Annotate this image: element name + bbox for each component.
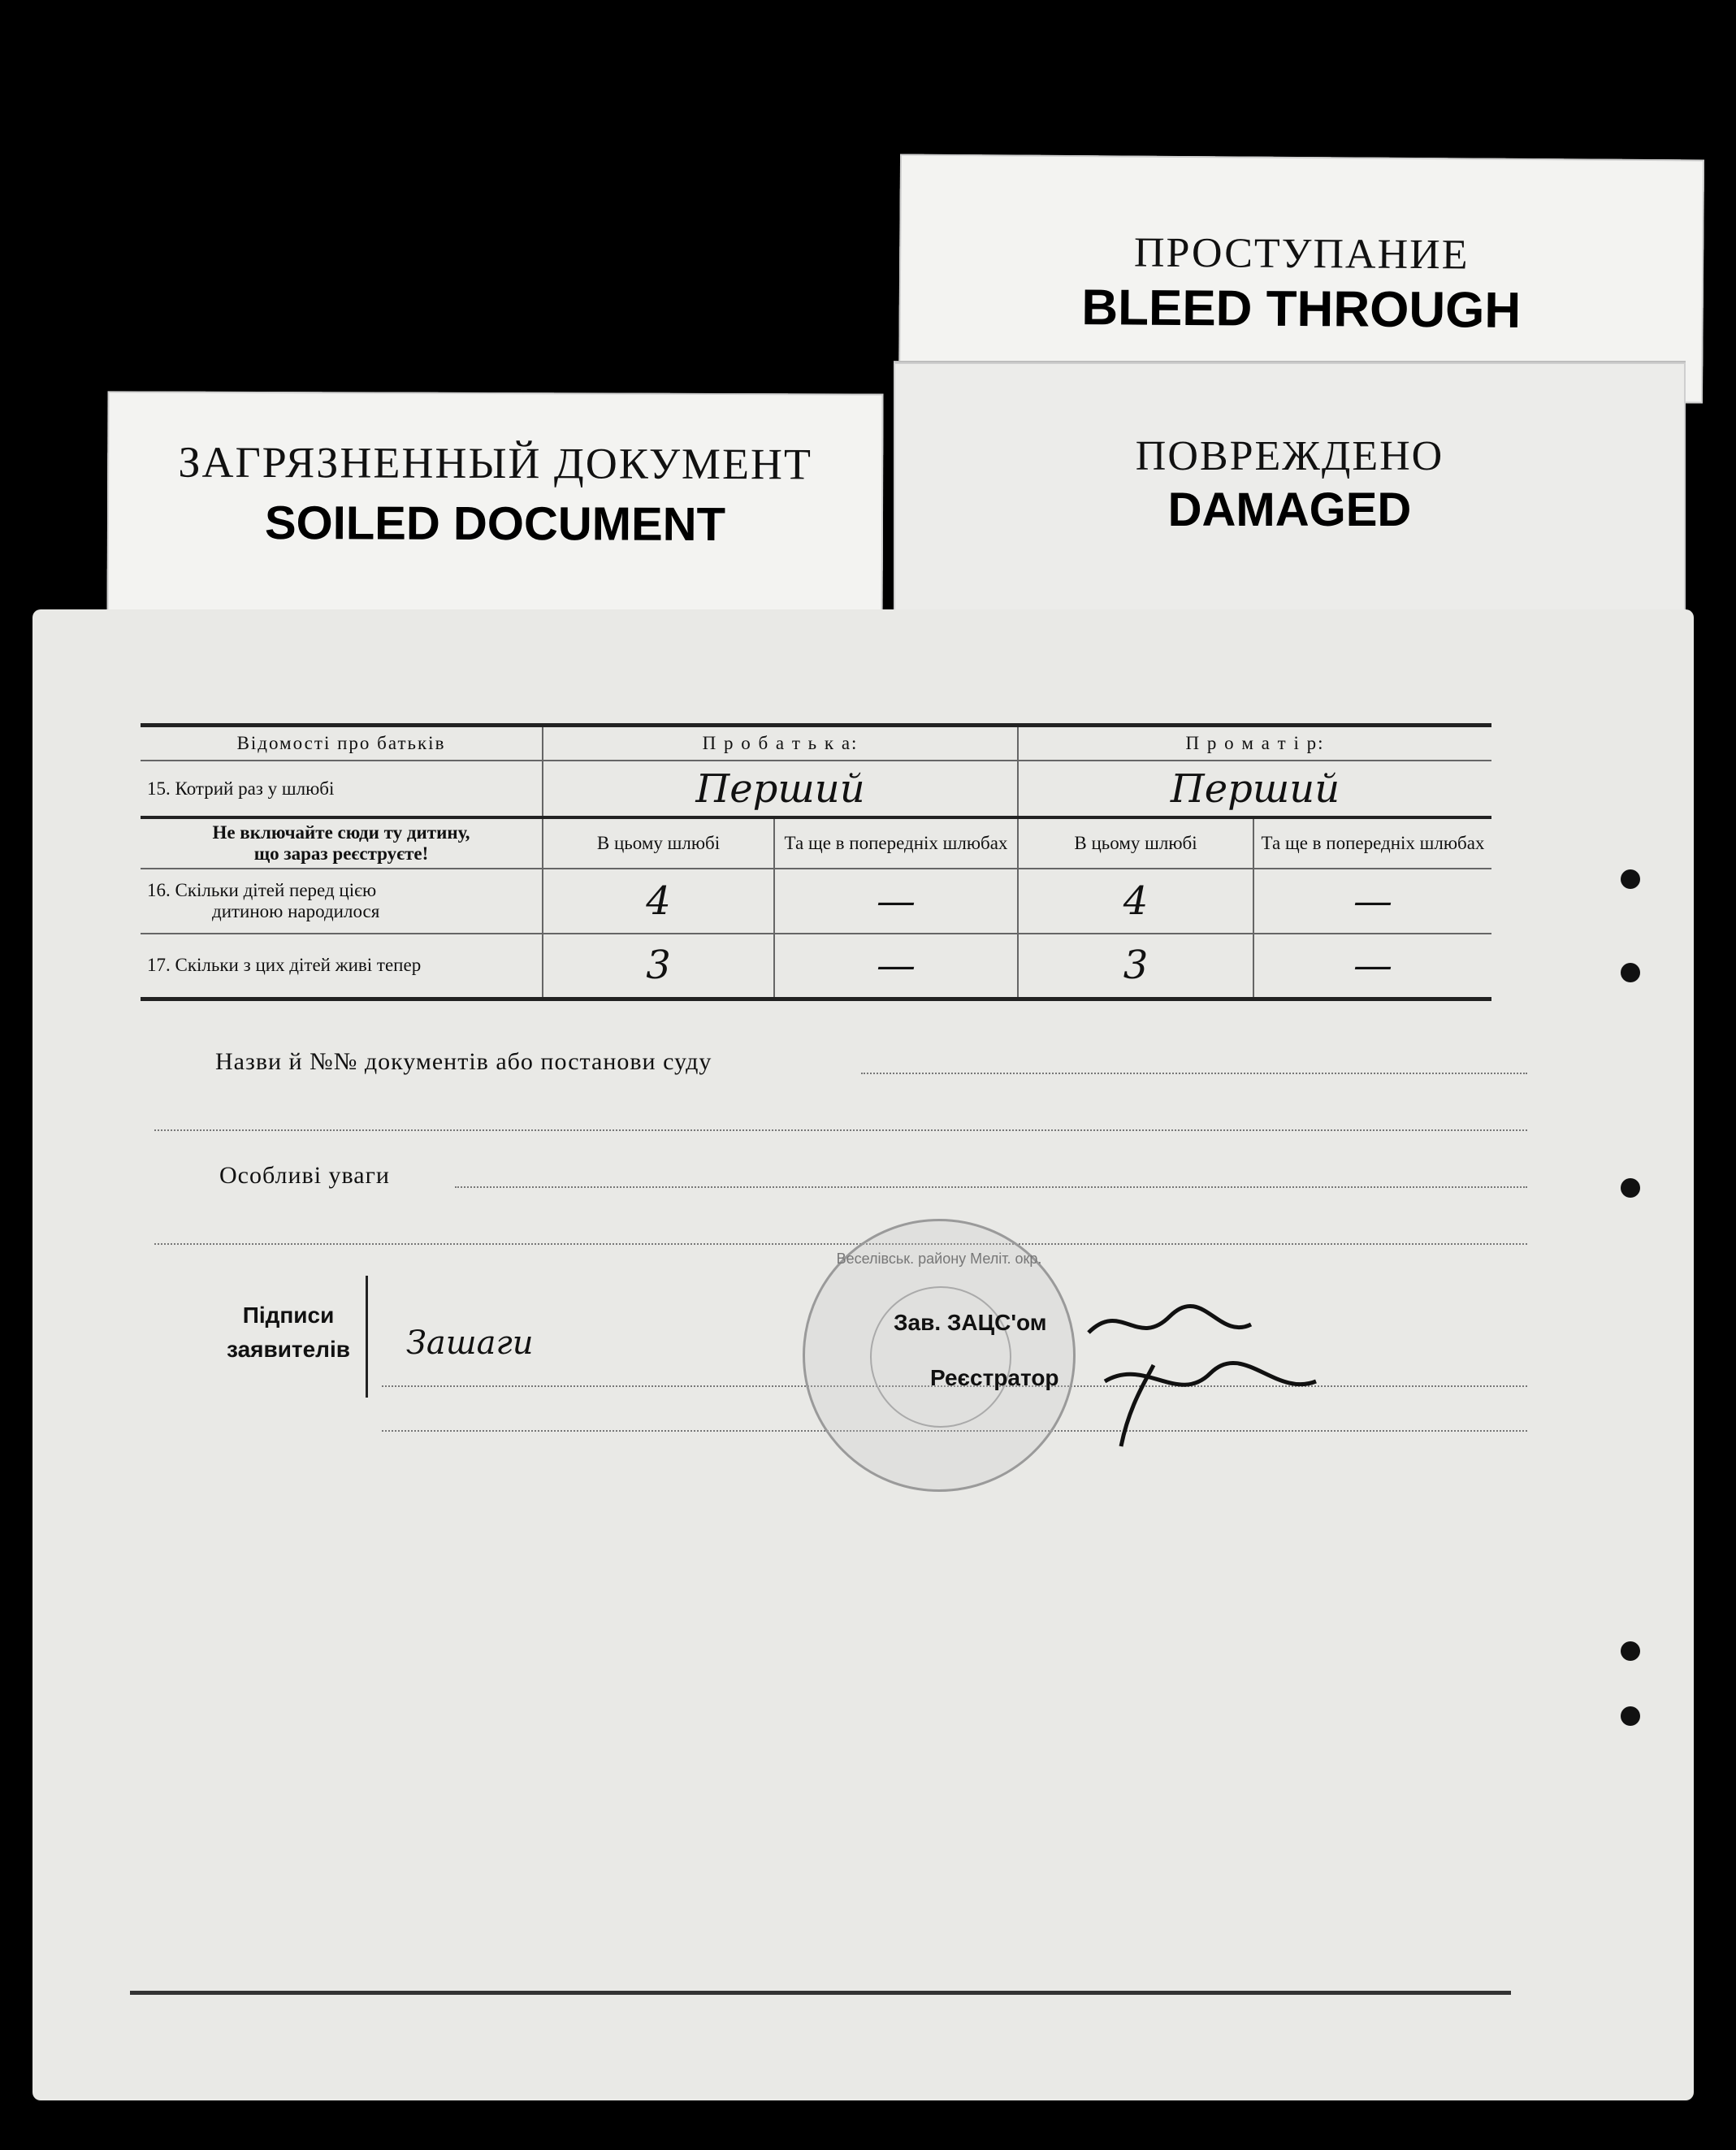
applicants-label-line1: Підписи [242, 1303, 335, 1328]
table-subheader-row [141, 817, 1491, 869]
mother-previous-header: Та ще в попередніх шлюбах [1253, 817, 1491, 869]
binding-hole [1621, 963, 1640, 982]
binding-hole [1621, 1641, 1640, 1661]
binding-hole [1621, 1178, 1640, 1198]
table-row-16 [141, 869, 1491, 934]
bottom-rule [130, 1991, 1511, 1995]
header-parents-info: Відомості про батьків [141, 726, 543, 761]
bleed-through-ru: ПРОСТУПАНИЕ [1133, 229, 1470, 279]
row17-father-this: 3 [543, 934, 774, 999]
table-row-15 [141, 761, 1491, 817]
seal-text: Веселівськ. району Меліт. окр. [836, 1251, 1042, 1267]
soiled-en: SOILED DOCUMENT [264, 496, 726, 551]
damaged-card [894, 361, 1686, 631]
father-previous-header: Та ще в попередніх шлюбах [774, 817, 1018, 869]
header-mother: П р о м а т і р: [1018, 726, 1491, 761]
documents-dotted-line-1 [861, 1073, 1527, 1074]
damaged-en: DAMAGED [1167, 483, 1412, 536]
notice-line2: що зараз реєструєте! [253, 843, 429, 864]
damaged-ru: ПОВРЕЖДЕНО [1135, 433, 1444, 479]
row17-father-prev: — [774, 934, 1018, 999]
row16-label-line1: 16. Скільки дітей перед цією [147, 880, 377, 900]
row15-father-value: Перший [543, 761, 1018, 817]
row16-father-this: 4 [543, 869, 774, 934]
row16-label [141, 869, 543, 934]
binding-hole [1621, 869, 1640, 889]
father-this-marriage-header: В цьому шлюбі [543, 817, 774, 869]
row17-mother-this: 3 [1018, 934, 1253, 999]
notice-line1: Не включайте сюди ту дитину, [212, 822, 470, 843]
official-signatures [1072, 1284, 1365, 1471]
documents-label: Назви й №№ документів або постанови суду [215, 1048, 712, 1075]
header-father: П р о б а т ь к а: [543, 726, 1018, 761]
row17-label: 17. Скільки з цих дітей живі тепер [141, 934, 543, 999]
remarks-dotted-line-2 [154, 1243, 1527, 1245]
applicants-label-line2: заявителів [227, 1337, 350, 1362]
applicant-signature: Зашаги [406, 1324, 534, 1362]
mother-this-marriage-header: В цьому шлюбі [1018, 817, 1253, 869]
row16-mother-this: 4 [1018, 869, 1253, 934]
row17-mother-prev: — [1253, 934, 1491, 999]
table-header-row [141, 726, 1491, 761]
soiled-ru: ЗАГРЯЗНЕННЫЙ ДОКУМЕНТ [178, 437, 813, 489]
registrar-label: Реєстратор [930, 1365, 1059, 1390]
bleed-through-en: BLEED THROUGH [1081, 280, 1522, 339]
parents-info-table [141, 723, 1491, 1001]
applicants-label [207, 1303, 370, 1363]
head-of-registry-label: Зав. ЗАЦС'ом [894, 1310, 1047, 1335]
row16-father-prev: — [774, 869, 1018, 934]
row16-label-line2: дитиною народилося [212, 901, 380, 921]
row15-label: 15. Котрий раз у шлюбі [141, 761, 543, 817]
document-page [32, 609, 1694, 2100]
row16-mother-prev: — [1253, 869, 1491, 934]
remarks-label: Особливі уваги [219, 1162, 390, 1189]
official-seal [803, 1219, 1076, 1492]
soiled-document-card [106, 391, 883, 637]
notice-cell [141, 817, 543, 869]
remarks-dotted-line-1 [455, 1186, 1527, 1188]
row15-mother-value: Перший [1018, 761, 1491, 817]
seal-emblem [870, 1286, 1011, 1428]
documents-dotted-line-2 [154, 1129, 1527, 1131]
binding-hole [1621, 1706, 1640, 1726]
table-row-17 [141, 934, 1491, 999]
applicants-brace [366, 1276, 378, 1398]
